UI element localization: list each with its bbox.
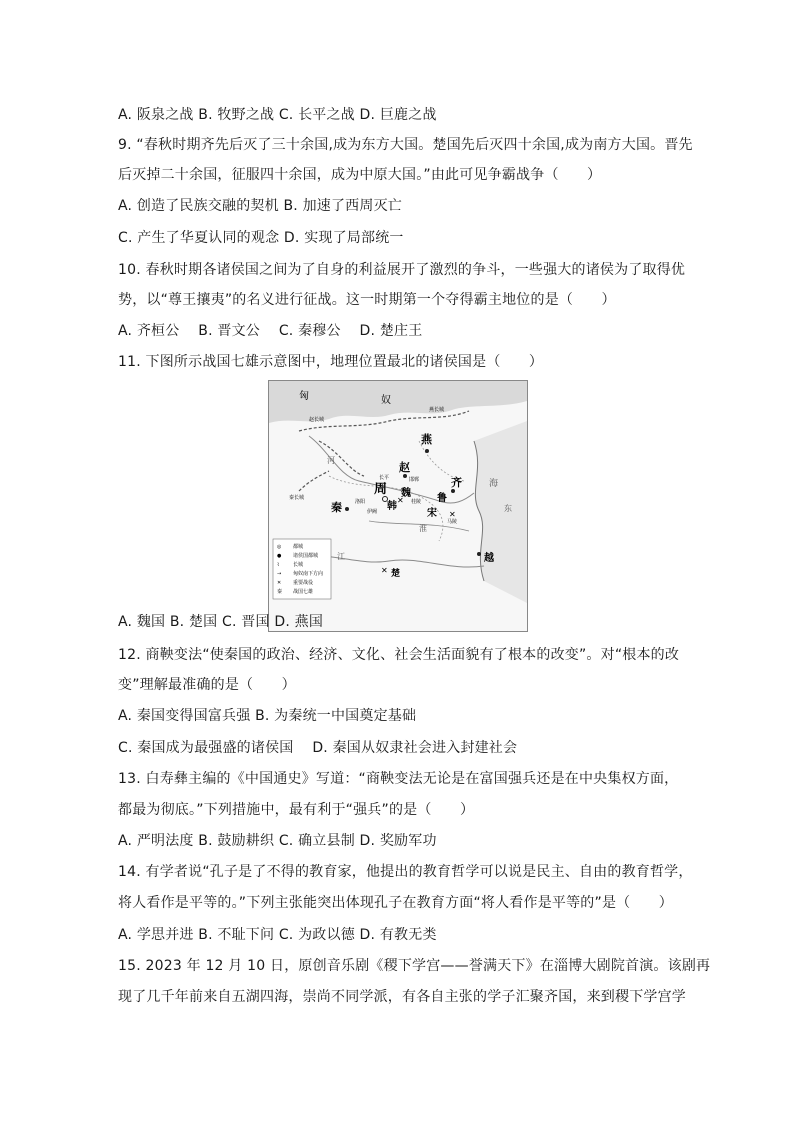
- legend-label-1: 诸侯国都城: [293, 553, 319, 559]
- legend-symbol-3: →: [277, 571, 282, 577]
- label-zhou: 周: [374, 482, 388, 497]
- capital-dot-yue: [477, 552, 481, 556]
- label-lu: 鲁: [437, 493, 447, 504]
- label-chu: 楚: [391, 569, 401, 579]
- state-border-2: [419, 441, 464, 481]
- q14-options: A. 学思并进 B. 不耻下问 C. 为政以德 D. 有教无类: [118, 927, 437, 943]
- legend-label-3: 匈奴南下方向: [293, 571, 324, 577]
- q12-options-ab: A. 秦国变得国富兵强 B. 为秦统一中国奠定基础: [118, 708, 417, 724]
- capital-dot-zhao: [403, 474, 407, 478]
- label-yan-wall: 燕长城: [429, 407, 445, 413]
- legend-symbol-4: ✕: [277, 580, 282, 586]
- q9-options-ab: A. 创造了民族交融的契机 B. 加速了西周灭亡: [118, 198, 402, 214]
- q9-options-cd: C. 产生了华夏认同的观念 D. 实现了局部统一: [118, 230, 404, 246]
- q12-stem-line2: 变”理解最准确的是（ ）: [118, 677, 296, 693]
- label-maling: 马陵: [447, 519, 458, 525]
- label-huai: 淮: [419, 524, 427, 533]
- battle-mark-3: ✕: [381, 566, 388, 575]
- q9-stem-line2: 后灭掉二十余国，征服四十余国，成为中原大国。”由此可见争霸战争（ ）: [118, 167, 602, 183]
- q8-options: A. 阪泉之战 B. 牧野之战 C. 长平之战 D. 巨鹿之战: [118, 107, 437, 123]
- q9-stem-line1: 9. “春秋时期齐先后灭了三十余国,成为东方大国。楚国先后灭四十余国,成为南方大国。晋先: [118, 137, 693, 153]
- label-changping: 长平: [379, 475, 390, 481]
- q13-stem-line2: 都最为彻底。”下列措施中，最有利于“强兵”的是（ ）: [118, 802, 475, 818]
- label-qin-wall: 秦长城: [289, 495, 305, 501]
- label-zhao-wall: 赵长城: [309, 417, 325, 423]
- label-xiongnu-2: 奴: [381, 395, 391, 406]
- label-handan: 邯郸: [409, 477, 420, 483]
- legend-label-2: 长城: [293, 562, 304, 568]
- q14-stem-line2: 将人看作是平等的。”下列主张能突出体现孔子在教育方面“将人看作是平等的”是（ ）: [118, 895, 673, 911]
- capital-dot-zhou: [383, 497, 388, 502]
- q14-stem-line1: 14. 有学者说“孔子是了不得的教育家，他提出的教育哲学可以说是民主、自由的教育哲学，: [118, 864, 693, 880]
- label-wei: 魏: [401, 488, 411, 499]
- label-qin: 秦: [331, 501, 342, 514]
- battle-mark-2: ✕: [449, 510, 456, 519]
- q11-stem: 11. 下图所示战国七雄示意图中，地理位置最北的诸侯国是（ ）: [118, 354, 544, 370]
- legend-label-4: 重要战役: [293, 580, 314, 586]
- xiongnu-region: [269, 381, 527, 423]
- label-yan: 燕: [421, 433, 432, 446]
- label-jiang: 江: [337, 552, 345, 561]
- legend-label-0: 都城: [293, 544, 304, 550]
- q10-options: A. 齐桓公 B. 晋文公 C. 秦穆公 D. 楚庄王: [118, 323, 423, 339]
- q13-stem-line1: 13. 白寿彝主编的《中国通史》写道：“商鞅变法无论是在富国强兵还是在中央集权方面，: [118, 771, 679, 787]
- battle-mark-1: ✕: [397, 496, 404, 505]
- label-east: 东: [504, 504, 512, 513]
- legend-symbol-2: ⌇: [277, 562, 280, 568]
- q15-stem-line1: 15. 2023 年 12 月 10 日，原创音乐剧《稷下学宫——誉满天下》在淄博大剧院首演。该剧再: [118, 958, 711, 974]
- q12-stem-line1: 12. 商鞅变法“使秦国的政治、经济、文化、社会生活面貌有了根本的改变”。对“根本的改: [118, 647, 680, 663]
- legend-symbol-1: ●: [277, 553, 282, 559]
- label-song: 宋: [427, 508, 437, 519]
- q13-options: A. 严明法度 B. 鼓励耕织 C. 确立县制 D. 奖励军功: [118, 833, 437, 849]
- legend-symbol-0: ◎: [277, 544, 282, 550]
- capital-dot-qin: [345, 507, 349, 511]
- legend-label-5: 战国七雄: [293, 589, 314, 595]
- label-xiongnu-1: 匈: [299, 391, 309, 402]
- label-qi: 齐: [451, 476, 462, 489]
- capital-dot-qi: [451, 489, 455, 493]
- q15-stem-line2: 现了几千年前来自五湖四海，崇尚不同学派，有各自主张的学子汇聚齐国，来到稷下学宫学: [118, 989, 686, 1005]
- q10-stem-line2: 势，以“尊王攘夷”的名义进行征战。这一时期第一个夺得霸主地位的是（ ）: [118, 292, 616, 308]
- label-guiling: 桂陵: [411, 499, 422, 505]
- label-yue: 越: [484, 553, 494, 564]
- label-luoyang: 洛阳: [355, 499, 366, 505]
- great-wall-qin: [299, 471, 329, 491]
- warring-states-map: [268, 380, 528, 632]
- label-yique: 伊阙: [367, 509, 378, 515]
- q11-options: A. 魏国 B. 楚国 C. 晋国 D. 燕国: [118, 614, 324, 630]
- label-sea: 海: [489, 479, 499, 489]
- label-han: 韩: [387, 501, 397, 512]
- q12-options-cd: C. 秦国成为最强盛的诸侯国 D. 秦国从奴隶社会进入封建社会: [118, 740, 518, 756]
- label-he: 河: [327, 456, 335, 465]
- yellow-river: [309, 436, 474, 503]
- q10-stem-line1: 10. 春秋时期各诸侯国之间为了自身的利益展开了激烈的争斗，一些强大的诸侯为了取得优: [118, 262, 686, 278]
- legend-symbol-5: 秦: [277, 589, 283, 595]
- label-zhao: 赵: [399, 461, 410, 474]
- capital-dot-yan: [425, 449, 429, 453]
